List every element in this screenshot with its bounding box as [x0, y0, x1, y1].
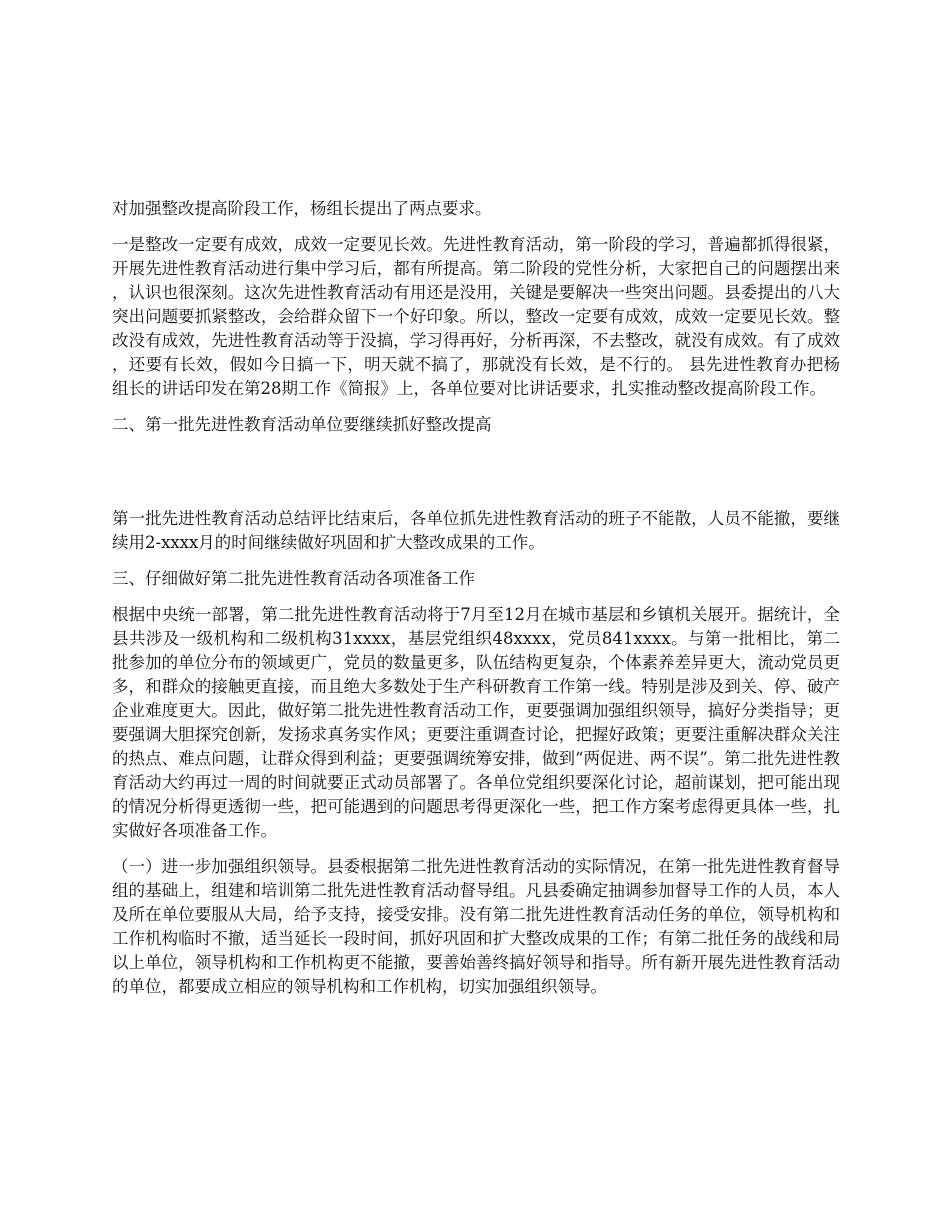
section-three-paragraph: 根据中央统一部署，第二批先进性教育活动将于7月至12月在城市基层和乡镇机关展开。据统计，全县共涉及一级机构和二级机构31xxxx，基层党组织48xxxx，党员841xxxx。与第一批相比，第二批参加的单位分布的领域更广，党员的数量更多，队伍结构更复杂，个体素养差异更大，流动党员更多，和群众的接触更直接，而且绝大多数处于生产科研教育工作第一线。特别是涉及到关、停、破产企业难度更大。因此，做好第二批先进性教育活动工作，更要强调加强组织领导，搞好分类指导；更要强调大胆探究创新，发扬求真务实作风；更要注重调查讨论，把握好政策；更要注重解决群众关注的热点、难点问题，让群众得到利益；更要强调统筹安排，做到“两促进、两不误”。第二批先进性教育活动大约再过一周的时间就要正式动员部署了。各单位党组织要深化讨论，超前谋划，把可能出现的情况分析得更透彻一些，把可能遇到的问题思考得更深化一些，把工作方案考虑得更具体一些，扎实做好各项准备工作。: [112, 605, 840, 840]
requirement-one-paragraph: 一是整改一定要有成效，成效一定要见长效。先进性教育活动，第一阶段的学习，普遍都抓得很紧，开展先进性教育活动进行集中学习后，都有所提高。第二阶段的党性分析，大家把自己的问题摆出来，认识也很深刻。这次先进性教育活动有用还是没用，关键是要解决一些突出问题。县委提出的八大突出问题要抓紧整改，会给群众留下一个好印象。所以，整改一定要有成效，成效一定要见长效。整改没有成效，先进性教育活动等于没搞，学习得再好，分析再深，不去整改，就没有成效。有了成效，还要有长效，假如今日搞一下，明天就不搞了，那就没有长效，是不行的。 县先进性教育办把杨组长的讲话印发在第28期工作《简报》上，各单位要对比讲话要求，扎实推动整改提高阶段工作。: [112, 235, 840, 398]
intro-paragraph: 对加强整改提高阶段工作，杨组长提出了两点要求。: [112, 199, 492, 218]
organization-leadership-paragraph: （一）进一步加强组织领导。县委根据第二批先进性教育活动的实际情况，在第一批先进性教育督导组的基础上，组建和培训第二批先进性教育活动督导组。凡县委确定抽调参加督导工作的人员，本人及所在单位要服从大局，给予支持，接受安排。没有第二批先进性教育活动任务的单位，领导机构和工作机构临时不撤，适当延长一段时间，抓好巩固和扩大整改成果的工作；有第二批任务的战线和局以上单位，领导机构和工作机构更不能撤，要善始善终搞好领导和指导。所有新开展先进性教育活动的单位，都要成立相应的领导机构和工作机构，切实加强组织领导。: [112, 857, 840, 996]
section-three-heading: 三、仔细做好第二批先进性教育活动各项准备工作: [112, 569, 475, 588]
section-two-paragraph: 第一批先进性教育活动总结评比结束后，各单位抓先进性教育活动的班子不能散，人员不能撤，要继续用2-xxxx月的时间继续做好巩固和扩大整改成果的工作。: [112, 509, 840, 552]
document-body: [112, 197, 840, 1011]
section-two-heading: 二、第一批先进性教育活动单位要继续抓好整改提高: [112, 415, 492, 434]
blank-space: [112, 449, 840, 507]
